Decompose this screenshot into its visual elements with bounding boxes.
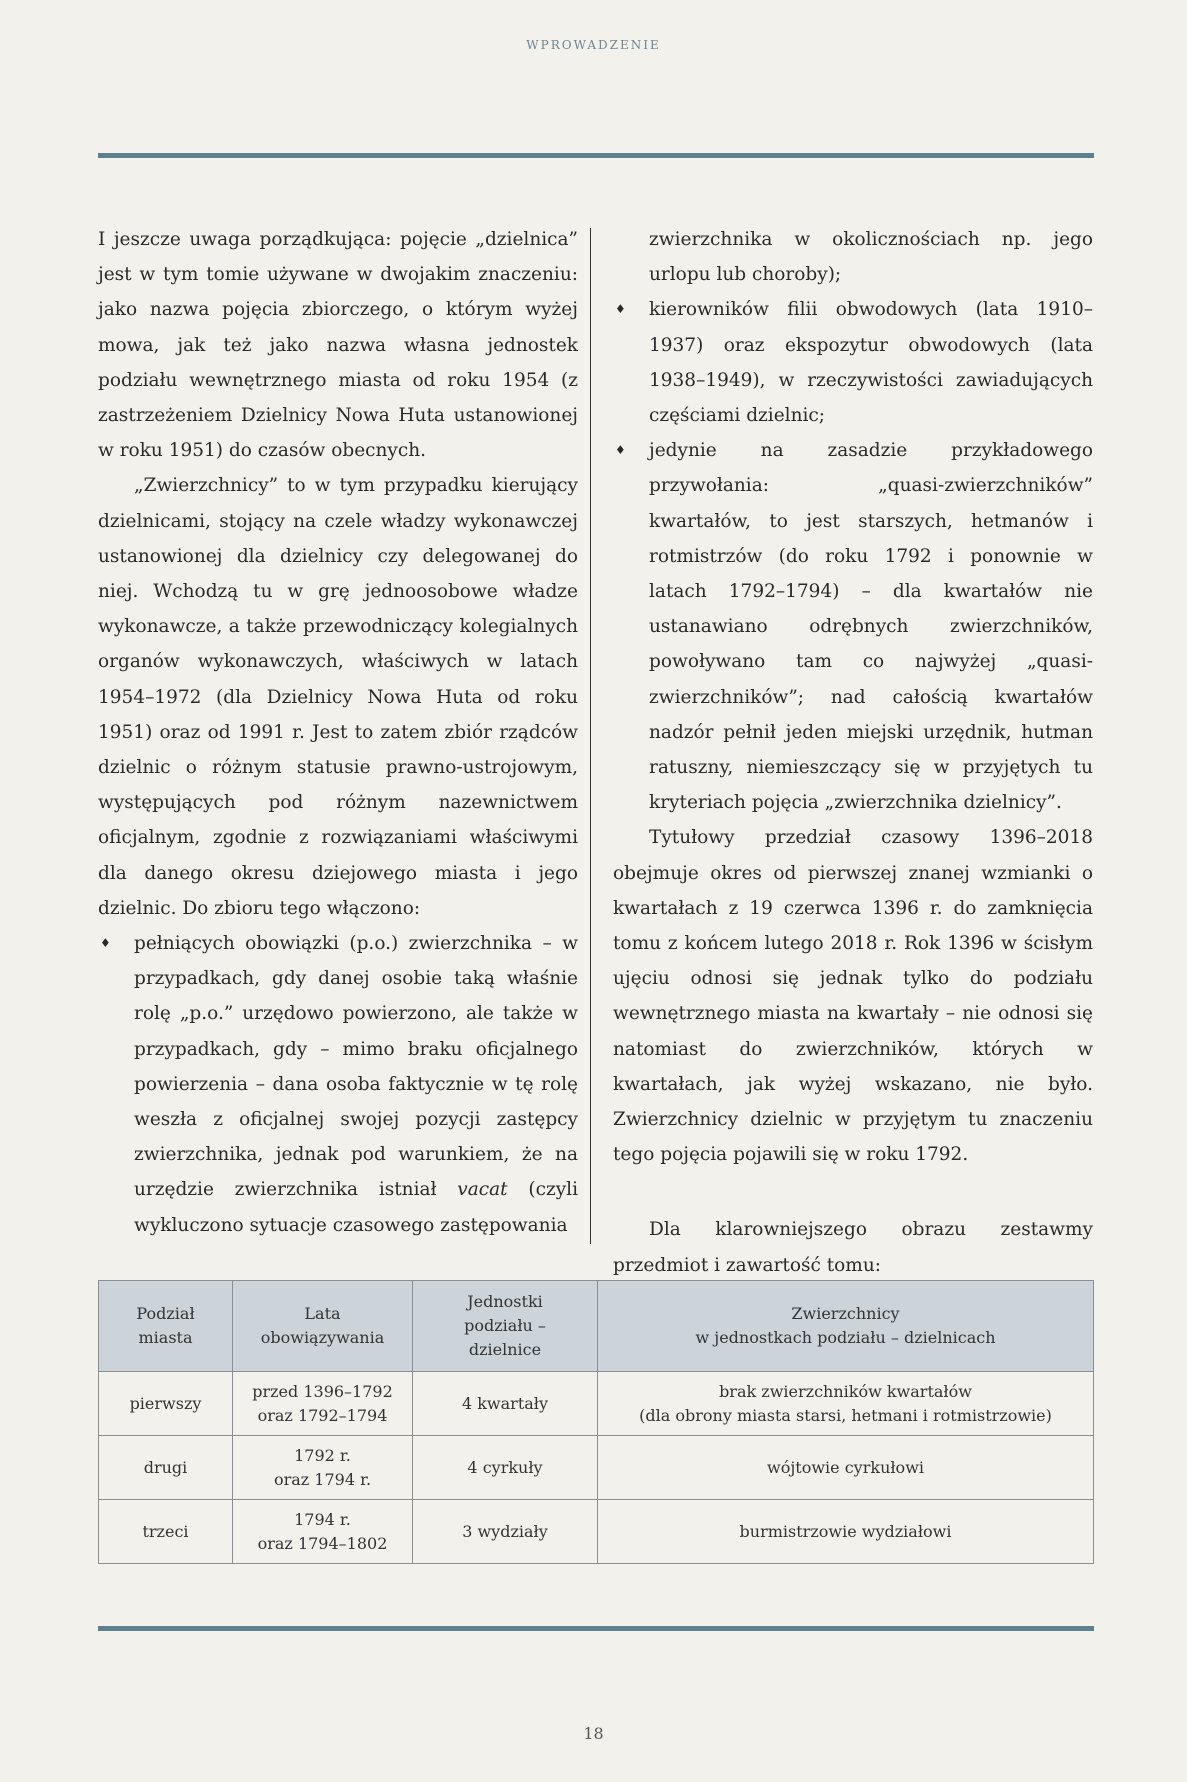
table-cell: burmistrzowie wydziałowi (598, 1500, 1094, 1564)
table-cell: brak zwierzchników kwartałów (dla obrony miasta starsi, hetmani i rotmistrzowie) (598, 1372, 1094, 1436)
summary-table (98, 1280, 1094, 1564)
table-row (99, 1500, 1094, 1564)
table-cell: 3 wydziały (413, 1500, 598, 1564)
table-cell: 4 kwartały (413, 1372, 598, 1436)
table-cell: pierwszy (99, 1372, 233, 1436)
bullet-item-3 (613, 433, 1093, 820)
bullet-3-text: jedynie na zasadzie przykładowego przywołania: „quasi-zwierzchników” kwartałów, to jest starszych, hetmanów i rotmistrzów (do roku 1792 i ponownie w latach 1792–1794) – dla kwartałów nie ustanawiano odrębnych zwierzchników, powoływano tam co najwyżej „quasi-zwierzchników”; nad całością kwartałów nadzór pełnił jeden miejski urzędnik, hutman ratuszny, niemieszczący się w przyjętych tu kryteriach pojęcia „zwierzchnika dzielnicy”. (649, 440, 1093, 814)
paragraph-2: „Zwierzchnicy” to w tym przypadku kierujący dzielnicami, stojący na czele władzy wykonawczej ustanowionej dla dzielnicy czy delegowanej do niej. Wchodzą tu w grę jednoosobowe władze wykonawcze, a także przewodniczący kolegialnych organów wykonawczych, właściwych w latach 1954–1972 (dla Dzielnicy Nowa Huta od roku 1951) oraz od 1991 r. Jest to zatem zbiór rządców dzielnic o różnym statusie prawno-ustrojowym, występujących pod różnym nazewnictwem oficjalnym, zgodnie z rozwiązaniami właściwymi dla danego okresu dziejowego miasta i jego dzielnic. Do zbioru tego włączono: (98, 475, 578, 919)
paragraph-1: I jeszcze uwaga porządkująca: pojęcie „dzielnica” jest w tym tomie używane w dwojakim znaczeniu: jako nazwa pojęcia zbiorczego, o którym wyżej mowa, jak też jako nazwa własna jednostek podziału wewnętrznego miasta od roku 1954 (z zastrzeżeniem Dzielnicy Nowa Huta ustanowionej w roku 1951) do czasów obecnych. (98, 229, 578, 462)
bullet-1-italic: vacat (457, 1179, 508, 1201)
paragraph-3: Tytułowy przedział czasowy 1396–2018 obejmuje okres od pierwszej znanej wzmianki o kwartałach z 19 czerwca 1396 r. do zamknięcia tomu z końcem lutego 2018 r. Rok 1396 w ścisłym ujęciu odnosi się jednak tylko do podziału wewnętrznego miasta na kwartały – nie odnosi się natomiast do zwierzchników, których w kwartałach, jak wyżej wskazano, nie było. Zwierzchnicy dzielnic w przyjętym tu znaczeniu tego pojęcia pojawili się w roku 1792. (613, 827, 1093, 1166)
table-cell: trzeci (99, 1500, 233, 1564)
left-column (98, 222, 578, 1243)
table-cell: 1792 r. oraz 1794 r. (233, 1436, 413, 1500)
table-header-row (99, 1281, 1094, 1372)
bullet-item-2 (613, 292, 1093, 433)
table-cell: wójtowie cyrkułowi (598, 1436, 1094, 1500)
bullet-icon: ♦ (615, 302, 626, 317)
bottom-rule (98, 1626, 1094, 1631)
paragraph-4: Dla klarowniejszego obrazu zestawmy przedmiot i zawartość tomu: (613, 1219, 1093, 1276)
bullet-1-text-a: pełniących obowiązki (p.o.) zwierzchnika – w przypadkach, gdy danej osobie taką właśnie rolę „p.o.” urzędowo powierzono, ale także w przypadkach, gdy – mimo braku oficjalnego powierzenia – dana osoba faktycznie w tę rolę weszła z oficjalnej swojej pozycji zastępcy zwierzchnika, jednak pod warunkiem, że na urzędzie zwierzchnika istniał (134, 933, 578, 1201)
header-cell: Zwierzchnicy w jednostkach podziału – dzielnicach (598, 1281, 1094, 1372)
table-cell: 1794 r. oraz 1794–1802 (233, 1500, 413, 1564)
top-rule (98, 153, 1094, 158)
header-cell: Podział miasta (99, 1281, 233, 1372)
header-cell: Lata obowiązywania (233, 1281, 413, 1372)
column-separator (590, 228, 591, 1244)
right-column (613, 222, 1093, 1283)
bullet-item-1 (98, 926, 578, 1243)
bullet-2-text: kierowników filii obwodowych (lata 1910–1937) oraz ekspozytur obwodowych (lata 1938–1949), w rzeczywistości zawiadujących częściami dzielnic; (649, 299, 1093, 427)
running-head: WPROWADZENIE (526, 38, 661, 52)
bullet-1-text-b: (czyli wykluczono sytuacje czasowego zastępowania (134, 1179, 578, 1236)
table-cell: drugi (99, 1436, 233, 1500)
page-number: 18 (583, 1724, 604, 1743)
table-cell: przed 1396–1792 oraz 1792–1794 (233, 1372, 413, 1436)
bullet-icon: ♦ (100, 936, 111, 951)
bullet-1-continuation: zwierzchnika w okolicznościach np. jego urlopu lub choroby); (649, 229, 1093, 286)
header-cell: Jednostki podziału – dzielnice (413, 1281, 598, 1372)
table-cell: 4 cyrkuły (413, 1436, 598, 1500)
table-row (99, 1436, 1094, 1500)
bullet-icon: ♦ (615, 443, 626, 458)
table-row (99, 1372, 1094, 1436)
